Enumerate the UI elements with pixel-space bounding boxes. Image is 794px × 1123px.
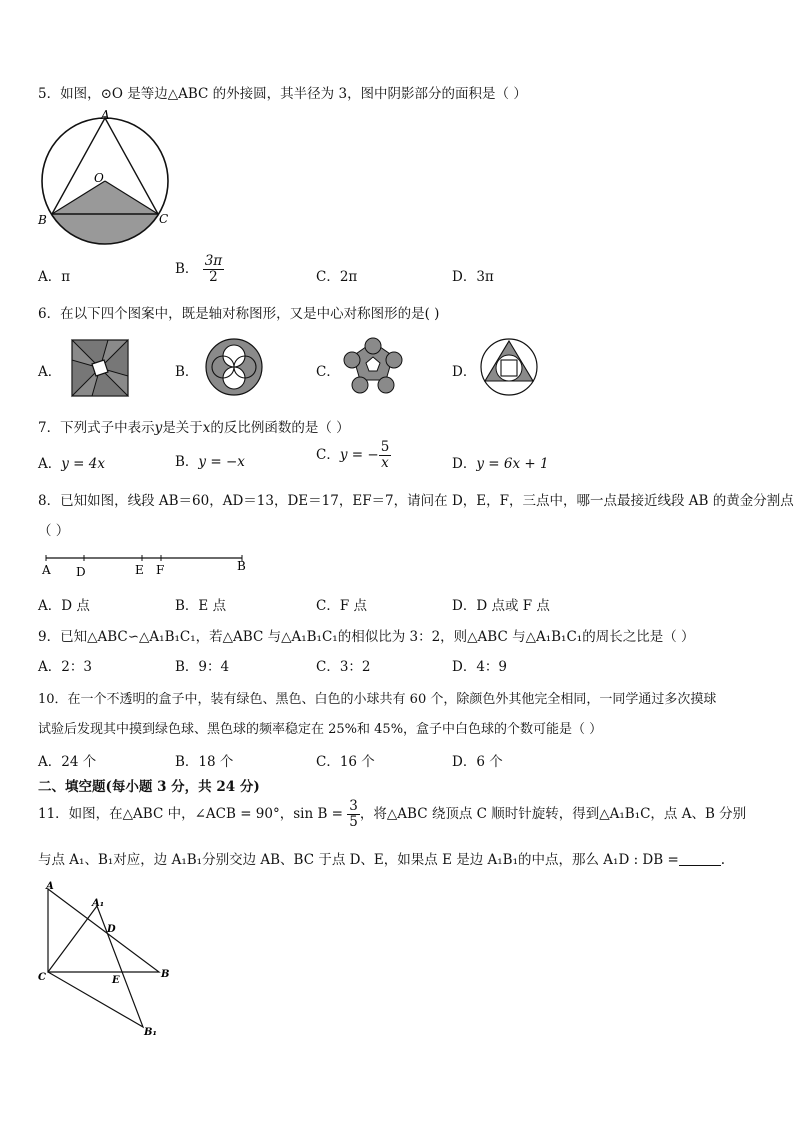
q7-option-c <box>316 440 391 471</box>
q10-option-b: B．18 个 <box>175 754 234 770</box>
q7-option-d-label: D． <box>452 456 477 472</box>
q6-option-c: C． <box>316 364 340 380</box>
q6-option-a: A． <box>38 364 62 380</box>
q5-option-d: D．3π <box>452 269 494 285</box>
q7-option-c-den: x <box>381 454 389 471</box>
label-a: A <box>101 108 110 122</box>
q11-stem-line2-text: 与点 A₁、B₁对应，边 A₁B₁分别交边 AB、BC 于点 D、E，如果点 E 是边 A₁B₁的中点，那么 A₁D : DB = <box>38 852 679 868</box>
q7-option-c-label: C． <box>316 446 340 463</box>
q11-sinb-den: 5 <box>349 813 358 830</box>
q11-sinb-num: 3 <box>349 798 358 814</box>
q7-stem-part3: 的反比例函数的是（ ） <box>210 420 350 436</box>
q7-stem-part1: 7．下列式子中表示 <box>38 420 155 436</box>
q7-option-d <box>452 452 549 472</box>
q7-option-a-expr: y = 4x <box>61 456 105 472</box>
q8-option-b: B．E 点 <box>175 598 227 614</box>
q10-option-a: A．24 个 <box>38 754 97 770</box>
q6-figure-d <box>478 336 540 398</box>
q11-stem-part2: ，将△ABC 绕顶点 C 顺时针旋转，得到△A₁B₁C，点 A、B 分别 <box>359 805 747 822</box>
q7-option-d-expr: y = 6x + 1 <box>476 456 549 472</box>
q5-option-c: C．2π <box>316 269 358 285</box>
q9-stem: 9．已知△ABC∽△A₁B₁C₁，若△ABC 与△A₁B₁C₁的相似比为 3：2，则△ABC 与△A₁B₁C₁的周长之比是（ ） <box>38 629 695 645</box>
q7-option-c-fraction <box>379 440 392 471</box>
q8-stem-line2: （ ） <box>38 523 70 539</box>
q7-option-c-num: 5 <box>380 439 390 455</box>
q7-stem-x: x <box>202 420 211 436</box>
q7-stem <box>38 416 350 436</box>
q10-stem-line1: 10．在一个不透明的盒子中，装有绿色、黑色、白色的小球共有 60 个，除颜色外其他完全相同，一同学通过多次摸球 <box>38 692 717 707</box>
q8-option-c: C．F 点 <box>316 598 367 614</box>
label-e: E <box>135 563 144 577</box>
label-e: E <box>112 975 120 986</box>
q7-option-a <box>38 452 105 472</box>
label-a: A <box>46 881 54 892</box>
q11-stem-end: . <box>720 852 726 868</box>
q6-figure-c <box>342 336 404 398</box>
q7-option-c-expr: y = − <box>339 446 379 463</box>
q5-option-b-label: B． <box>175 260 199 277</box>
label-b: B <box>237 559 246 573</box>
q7-stem-part2: 是关于 <box>162 420 203 436</box>
label-b1: B₁ <box>144 1027 157 1038</box>
label-a: A <box>42 563 51 577</box>
label-b: B <box>161 969 170 980</box>
q10-stem-line2: 试验后发现其中摸到绿色球、黑色球的频率稳定在 25%和 45%，盒子中白色球的个数可能是（ ） <box>38 722 603 737</box>
q6-option-d: D． <box>452 364 477 380</box>
q8-stem: 8．已知如图，线段 AB＝60，AD＝13，DE＝17，EF＝7，请问在 D，E，F，三点中，哪一点最接近线段 AB 的黄金分割点 <box>38 493 794 509</box>
label-d: D <box>76 565 86 579</box>
q10-option-c: C．16 个 <box>316 754 375 770</box>
section-heading: 二、填空题(每小题 3 分，共 24 分) <box>38 779 260 795</box>
q8-option-a: A．D 点 <box>38 598 90 614</box>
q6-stem: 6．在以下四个图案中，既是轴对称图形，又是中心对称图形的是( ) <box>38 306 440 322</box>
q5-option-b-num: 3π <box>204 253 223 269</box>
q6-option-b: B． <box>175 364 199 380</box>
q9-option-c: C．3：2 <box>316 659 371 675</box>
q7-option-b-expr: y = −x <box>198 454 245 470</box>
q5-option-b <box>175 254 224 285</box>
q11-stem-line2 <box>38 848 725 868</box>
q7-option-b <box>175 450 245 470</box>
label-b: B <box>38 213 47 227</box>
label-d: D <box>107 924 116 935</box>
q6-figure-b <box>204 336 264 398</box>
q7-option-b-label: B． <box>175 454 199 470</box>
q11-stem-part1: 11．如图，在△ABC 中，∠ACB = 90°，sin B = <box>38 805 343 822</box>
q9-option-a: A．2：3 <box>38 659 92 675</box>
q8-segment-figure <box>36 550 256 582</box>
q8-option-d: D．D 点或 F 点 <box>452 598 550 614</box>
q10-option-d: D．6 个 <box>452 754 503 770</box>
q5-option-a: A．π <box>38 269 71 285</box>
label-f: F <box>156 563 165 577</box>
q6-figure-a <box>70 338 130 398</box>
answer-blank[interactable] <box>679 851 721 866</box>
q5-figure <box>30 106 190 256</box>
q5-stem: 5．如图，⊙O 是等边△ABC 的外接圆，其半径为 3，图中阴影部分的面积是（ ） <box>38 86 527 102</box>
q11-stem-line1 <box>38 799 746 830</box>
q9-option-d: D．4：9 <box>452 659 508 675</box>
q11-figure <box>34 880 184 1038</box>
label-c: C <box>38 972 46 983</box>
q5-option-b-den: 2 <box>209 268 218 285</box>
label-c: C <box>159 212 169 226</box>
q11-sinb-fraction <box>347 799 360 830</box>
q9-option-b: B．9：4 <box>175 659 230 675</box>
q7-stem-y: y <box>154 420 163 436</box>
q5-option-b-fraction <box>203 254 224 285</box>
label-a1: A₁ <box>92 898 105 909</box>
q7-option-a-label: A． <box>38 456 62 472</box>
label-o: O <box>94 171 104 185</box>
